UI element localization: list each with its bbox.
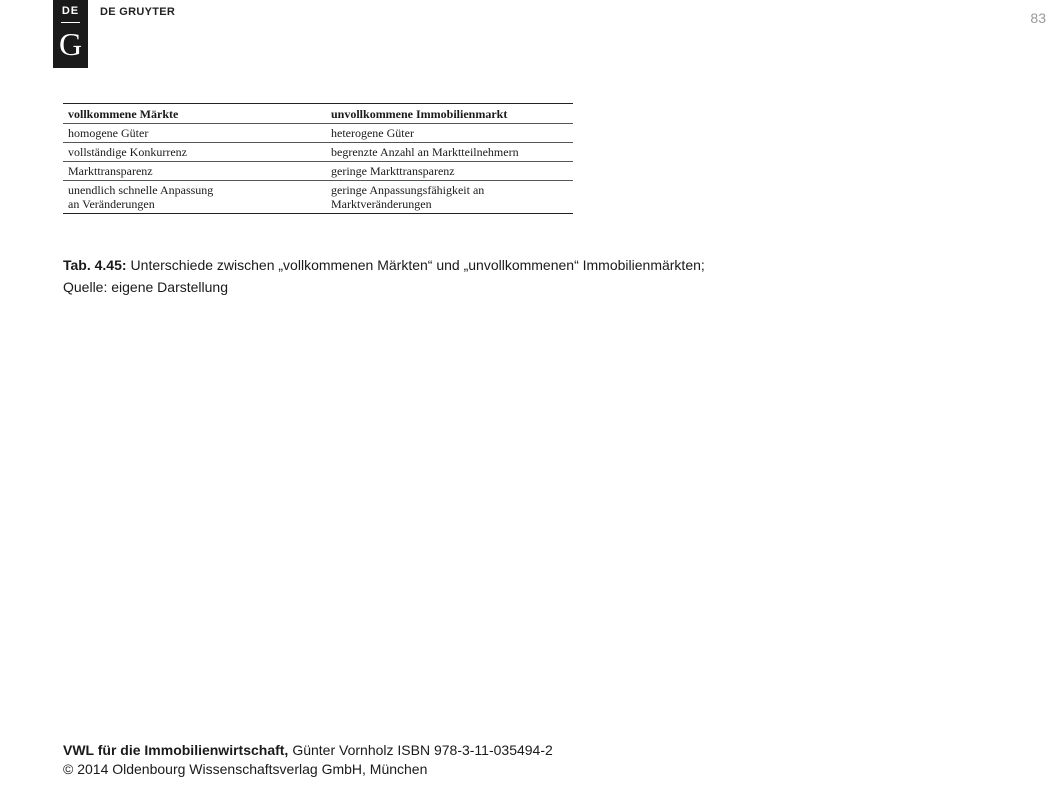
column-header: unvollkommene Immobilienmarkt: [326, 104, 573, 124]
table-row: [63, 124, 573, 143]
copyright: © 2014 Oldenbourg Wissenschaftsverlag GmbH, München: [63, 761, 428, 777]
caption-label: Tab. 4.45:: [63, 257, 127, 273]
table-caption: [63, 254, 1023, 298]
cell-line: unendlich schnelle Anpassung: [68, 183, 214, 197]
table-cell: geringe Markttransparenz: [326, 162, 573, 181]
table-cell: begrenzte Anzahl an Marktteilnehmern: [326, 143, 573, 162]
table-cell: homogene Güter: [63, 124, 326, 143]
logo-top-text: DE: [61, 5, 80, 17]
table: [63, 103, 573, 214]
cell-line: an Veränderungen: [68, 197, 155, 211]
comparison-table: [63, 103, 573, 214]
table-cell: heterogene Güter: [326, 124, 573, 143]
publisher-name: DE GRUYTER: [100, 6, 176, 18]
table-cell: [63, 181, 326, 214]
table-row: [63, 181, 573, 214]
table-cell: Markttransparenz: [63, 162, 326, 181]
caption-text: Unterschiede zwischen „vollkommenen Märkten“ und „unvollkommenen“ Immobilienmärkten;: [130, 257, 705, 273]
citation-footer: [63, 741, 553, 779]
column-header: vollkommene Märkte: [63, 104, 326, 124]
cell-line: geringe Anpassungsfähigkeit an: [331, 183, 485, 197]
table-cell: [326, 181, 573, 214]
cell-line: Marktveränderungen: [331, 197, 432, 211]
table-header-row: [63, 104, 573, 124]
caption-line: [63, 254, 1023, 276]
footer-line: [63, 741, 553, 760]
table-row: [63, 162, 573, 181]
logo-divider: [61, 22, 80, 23]
caption-source: Quelle: eigene Darstellung: [63, 279, 228, 295]
table-cell: vollständige Konkurrenz: [63, 143, 326, 162]
book-title: VWL für die Immobilienwirtschaft,: [63, 742, 289, 758]
page-number: 83: [1030, 10, 1046, 26]
publisher-logo: [53, 0, 88, 68]
logo-letter: G: [58, 26, 83, 62]
book-info: Günter Vornholz ISBN 978-3-11-035494-2: [292, 742, 553, 758]
table-row: [63, 143, 573, 162]
